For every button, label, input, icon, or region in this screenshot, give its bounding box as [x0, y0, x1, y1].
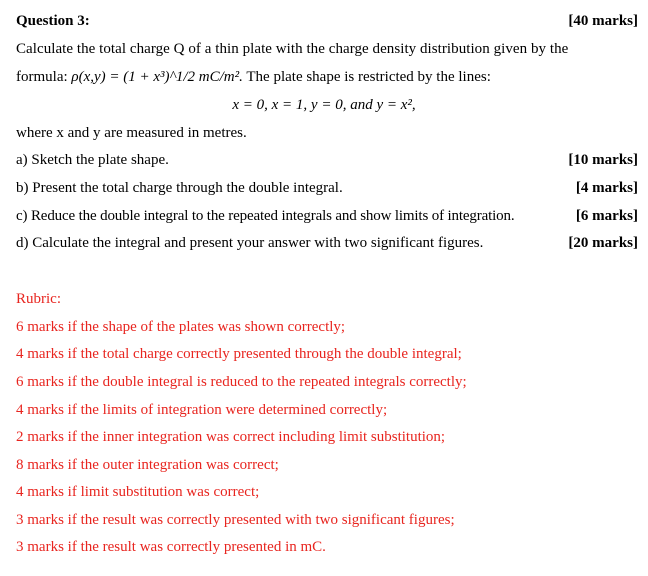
units-line-text: where x and y are measured in metres. [16, 125, 247, 141]
rubric-item: 4 marks if the total charge correctly presented through the double integral; [16, 346, 462, 362]
rubric-item: 6 marks if the double integral is reduced to the repeated integrals correctly; [16, 374, 467, 390]
part-a [16, 151, 638, 169]
rubric-item: 6 marks if the shape of the plates was shown correctly; [16, 319, 346, 335]
rubric-item: 3 marks if the result was correctly presented in mC. [16, 539, 326, 555]
total-marks: [40 marks] [568, 13, 638, 29]
question-header [16, 12, 638, 30]
boundary-equation-text: x = 0, x = 1, y = 0, and y = x², [232, 97, 416, 113]
boundary-equation [0, 96, 648, 114]
density-formula: ρ(x,y) = (1 + x³)^1/2 mC/m². [71, 69, 243, 85]
part-d-marks: [20 marks] [568, 235, 638, 251]
rubric-heading: Rubric: [16, 291, 61, 307]
part-a-text: a) Sketch the plate shape. [16, 152, 169, 168]
rubric-item: 8 marks if the outer integration was correct; [16, 457, 279, 473]
intro-line-1-text: Calculate the total charge Q of a thin plate with the charge density distribution given by the [16, 41, 569, 57]
part-c [16, 207, 638, 225]
rubric-item: 4 marks if the limits of integration were determined correctly; [16, 402, 388, 418]
intro-suffix: The plate shape is restricted by the lines: [246, 69, 491, 85]
part-b-marks: [4 marks] [575, 180, 638, 196]
intro-line-1 [16, 40, 638, 58]
part-d-text: d) Calculate the integral and present your answer with two significant figures. [16, 235, 484, 251]
part-b-text: b) Present the total charge through the double integral. [16, 180, 343, 196]
part-d [16, 234, 638, 252]
units-line [16, 124, 638, 142]
question-title: Question 3: [16, 13, 90, 29]
intro-prefix: formula: [16, 69, 68, 85]
intro-line-2 [16, 68, 638, 86]
part-a-marks: [10 marks] [568, 152, 638, 168]
part-c-text: c) Reduce the double integral to the repeated integrals and show limits of integration. [16, 208, 515, 224]
rubric-item: 4 marks if limit substitution was correct; [16, 484, 260, 500]
rubric-item: 2 marks if the inner integration was correct including limit substitution; [16, 429, 446, 445]
part-b [16, 179, 638, 197]
rubric-item: 3 marks if the result was correctly presented with two significant figures; [16, 512, 455, 528]
part-c-marks: [6 marks] [575, 208, 638, 224]
